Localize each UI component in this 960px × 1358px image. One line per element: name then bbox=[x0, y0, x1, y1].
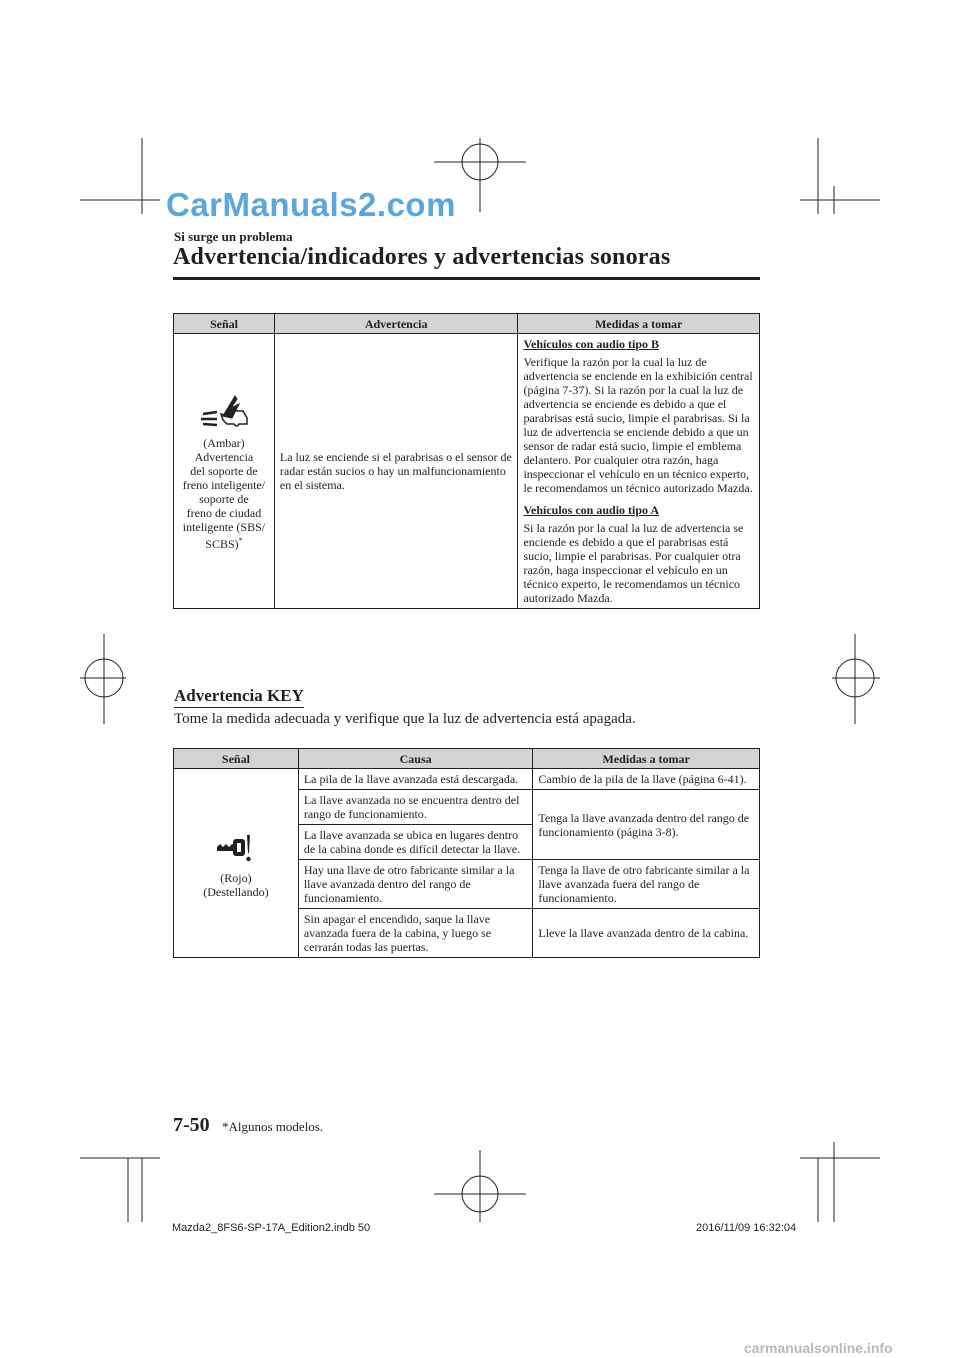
action-cell: Lleve la llave avanzada dentro de la cabina. bbox=[533, 909, 760, 958]
key-warning-text: Tome la medida adecuada y verifique que la luz de advertencia está apagada. bbox=[174, 711, 636, 727]
signal-color: (Rojo) bbox=[220, 871, 252, 885]
watermark-logo: CarManuals2.com bbox=[166, 186, 456, 223]
table-header-row bbox=[174, 749, 760, 769]
audio-a-text: Si la razón por la cual la luz de advertencia se enciende es debido a que el parabrisas está sucio, limpie el parabrisas. Por cualquier otra razón, haga inspeccionar el vehículo en un técnico experto, le recomendamos un técnico autorizado Mazda. bbox=[523, 521, 744, 605]
cause-cell: La llave avanzada se ubica en lugares dentro de la cabina donde es difícil detectar la llave. bbox=[298, 825, 533, 860]
audio-b-text: Verifique la razón por la cual la luz de advertencia se enciende en la exhibición central (página 7-37). Si la razón por la cual la luz de advertencia se enciende es debido a que el parabrisas está sucio, limpie el parabrisas. Si la luz de advertencia se enciende debido a que un sensor de radar está sucio, limpie el emblema delantero. Por cualquier otra razón, haga inspeccionar el vehículo en un técnico experto, le recomendamos un técnico autorizado Mazda. bbox=[523, 355, 753, 495]
warning-cell: La luz se enciende si el parabrisas o el sensor de radar están sucios o hay un malfuncionamiento en el sistema. bbox=[274, 334, 518, 609]
cause-cell: La llave avanzada no se encuentra dentro del rango de funcionamiento. bbox=[298, 790, 533, 825]
section-label: Si surge un problema bbox=[174, 229, 293, 244]
signal-line: Advertencia bbox=[194, 449, 254, 464]
cause-cell: La pila de la llave avanzada está descargada. bbox=[298, 769, 533, 790]
print-file-info: Mazda2_8FS6-SP-17A_Edition2.indb 50 bbox=[172, 1222, 371, 1234]
page-title: Advertencia/indicadores y advertencias sonoras bbox=[173, 244, 671, 270]
action-cell: Tenga la llave de otro fabricante similar a la llave avanzada fuera del rango de funcionamiento. bbox=[533, 860, 760, 909]
signal-line-last: SCBS)* bbox=[205, 535, 243, 551]
action-cell bbox=[518, 334, 760, 609]
audio-b-subheading: Vehículos con audio tipo B bbox=[523, 337, 660, 351]
signal-line: freno inteligente/ bbox=[182, 477, 266, 492]
signal-cell bbox=[174, 334, 275, 609]
header-action: Medidas a tomar bbox=[518, 314, 760, 334]
header-signal: Señal bbox=[174, 314, 275, 334]
audio-a-subheading: Vehículos con audio tipo A bbox=[523, 503, 660, 517]
site-watermark: carmanualsonline.info bbox=[744, 1340, 893, 1356]
key-warning-heading: Advertencia KEY bbox=[174, 686, 304, 708]
key-warning-table bbox=[173, 748, 760, 958]
key-warning-icon bbox=[216, 827, 256, 867]
signal-line: inteligente (SBS/ bbox=[182, 519, 266, 534]
table-row bbox=[174, 769, 760, 790]
header-action: Medidas a tomar bbox=[533, 749, 760, 769]
signal-line: (Ambar) bbox=[203, 435, 245, 450]
table-row bbox=[174, 334, 760, 609]
footnote: *Algunos modelos. bbox=[222, 1119, 324, 1134]
cause-cell: Hay una llave de otro fabricante similar a la llave avanzada dentro del rango de funcionamiento. bbox=[298, 860, 533, 909]
title-rule bbox=[173, 277, 760, 280]
header-cause: Causa bbox=[298, 749, 533, 769]
print-date-info: 2016/11/09 16:32:04 bbox=[696, 1222, 797, 1234]
sbs-warning-table bbox=[173, 313, 760, 609]
signal-state: (Destellando) bbox=[203, 885, 269, 899]
header-warning: Advertencia bbox=[274, 314, 518, 334]
signal-cell bbox=[174, 769, 299, 958]
signal-line: del soporte de bbox=[190, 463, 258, 478]
page-number: 7-50 bbox=[173, 1114, 210, 1136]
table-header-row bbox=[174, 314, 760, 334]
brake-support-icon bbox=[199, 392, 249, 432]
signal-line: soporte de bbox=[199, 491, 249, 506]
header-signal: Señal bbox=[174, 749, 299, 769]
cause-cell: Sin apagar el encendido, saque la llave avanzada fuera de la cabina, y luego se cerrarán todas las puertas. bbox=[298, 909, 533, 958]
asterisk: * bbox=[238, 535, 243, 545]
signal-line: freno de ciudad bbox=[186, 505, 262, 520]
action-cell: Tenga la llave avanzada dentro del rango de funcionamiento (página 3-8). bbox=[533, 790, 760, 860]
action-cell: Cambio de la pila de la llave (página 6-41). bbox=[533, 769, 760, 790]
